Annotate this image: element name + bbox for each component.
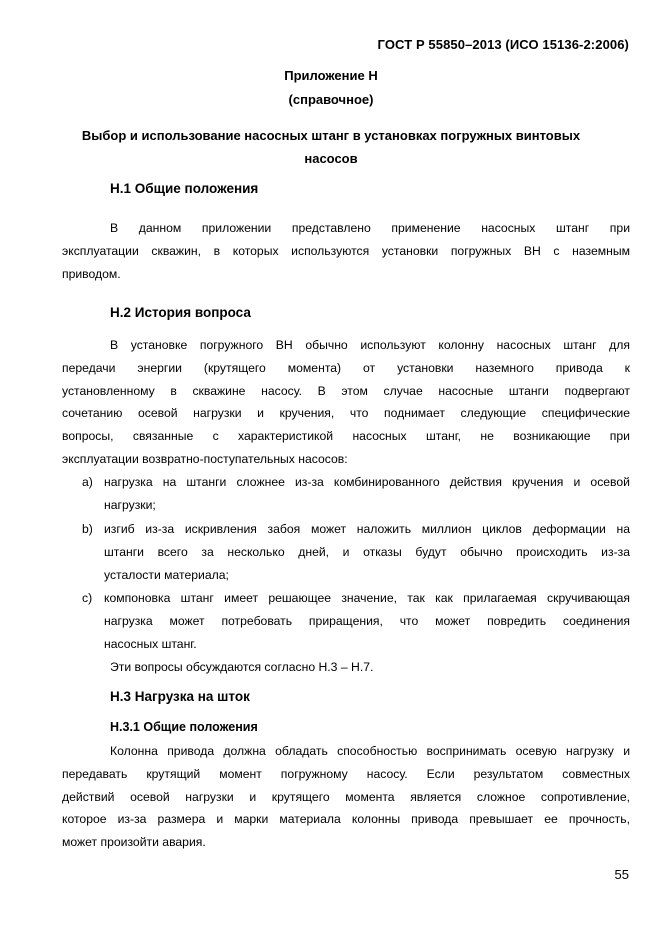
list-marker: b) [82, 522, 93, 536]
paragraph-line: приводом. [62, 266, 121, 281]
list-marker: а) [82, 475, 93, 489]
paragraph-line: эксплуатации возвратно-поступательных насосов: [62, 451, 348, 466]
section-heading-h2: Н.2 История вопроса [110, 305, 251, 320]
paragraph-line: эксплуатации скважин, в которых используются установки погружных ВН с наземным [62, 243, 630, 258]
paragraph-line: вопросы, связанные с характеристикой насосных штанг, не возникающие при [62, 429, 630, 444]
page-number: 55 [614, 867, 629, 882]
list-marker: с) [82, 591, 93, 605]
paragraph-line: Эти вопросы обсуждаются согласно Н.3 – Н.7. [110, 660, 374, 674]
list-item-line: нагрузка на штанги сложнее из-за комбинированного действия кручения и осевой [104, 475, 630, 489]
list-item-a [62, 471, 630, 517]
paragraph-line: В данном приложении представлено применение насосных штанг при [110, 221, 630, 235]
section-h1-paragraph [62, 217, 630, 285]
appendix-subject-line-2: насосов [304, 151, 358, 166]
paragraph-line: действий осевой нагрузки и крутящего момента является сложное сопротивление, [62, 789, 630, 804]
paragraph-line: передачи энергии (крутящего момента) от установки наземного привода к [62, 360, 630, 375]
document-header: ГОСТ Р 55850–2013 (ИСО 15136-2:2006) [377, 37, 629, 52]
list-item-line: изгиб из-за искривления забоя может наложить миллион циклов деформации на [104, 522, 630, 536]
appendix-subject-line-1: Выбор и использование насосных штанг в установках погружных винтовых [81, 128, 581, 143]
list-item-line: нагрузки; [104, 497, 156, 512]
list-item-line: усталости материала; [104, 567, 229, 582]
appendix-title: Приложение Н [284, 68, 378, 83]
section-heading-h1: Н.1 Общие положения [110, 181, 259, 196]
list-item-b [62, 518, 630, 587]
paragraph-line: может произойти авария. [62, 835, 206, 850]
list-item-line: насосных штанг. [104, 636, 197, 651]
section-h2-paragraph [62, 334, 630, 471]
list-item-c [62, 587, 630, 656]
list-item-line: штанги всего за несколько дней, и отказы будут обычно происходить из-за [104, 544, 630, 559]
appendix-type: (справочное) [288, 92, 374, 107]
paragraph-line: которое из-за размера и марки материала колонны привода превышает ее прочность, [62, 812, 630, 827]
section-h3-paragraph [62, 740, 630, 854]
paragraph-line: передавать крутящий момент погружному насосу. Если результатом совместных [62, 766, 630, 781]
list-item-line: компоновка штанг имеет решающее значение, так как прилагаемая скручивающая [104, 591, 630, 605]
paragraph-line: В установке погружного ВН обычно используют колонну насосных штанг для [110, 338, 630, 352]
paragraph-line: сочетанию осевой нагрузки и кручения, что поднимает следующие специфические [62, 406, 630, 421]
list-item-line: нагрузка может потребовать приращения, что может повредить соединения [104, 613, 630, 628]
section-h2-closing [110, 656, 630, 679]
subsection-heading-h3-1: Н.3.1 Общие положения [110, 720, 258, 734]
paragraph-line: Колонна привода должна обладать способностью воспринимать осевую нагрузку и [110, 744, 630, 758]
paragraph-line: установленному в скважине насосу. В этом случае насосные штанги подвергают [62, 383, 630, 398]
section-heading-h3: Н.3 Нагрузка на шток [110, 689, 250, 704]
